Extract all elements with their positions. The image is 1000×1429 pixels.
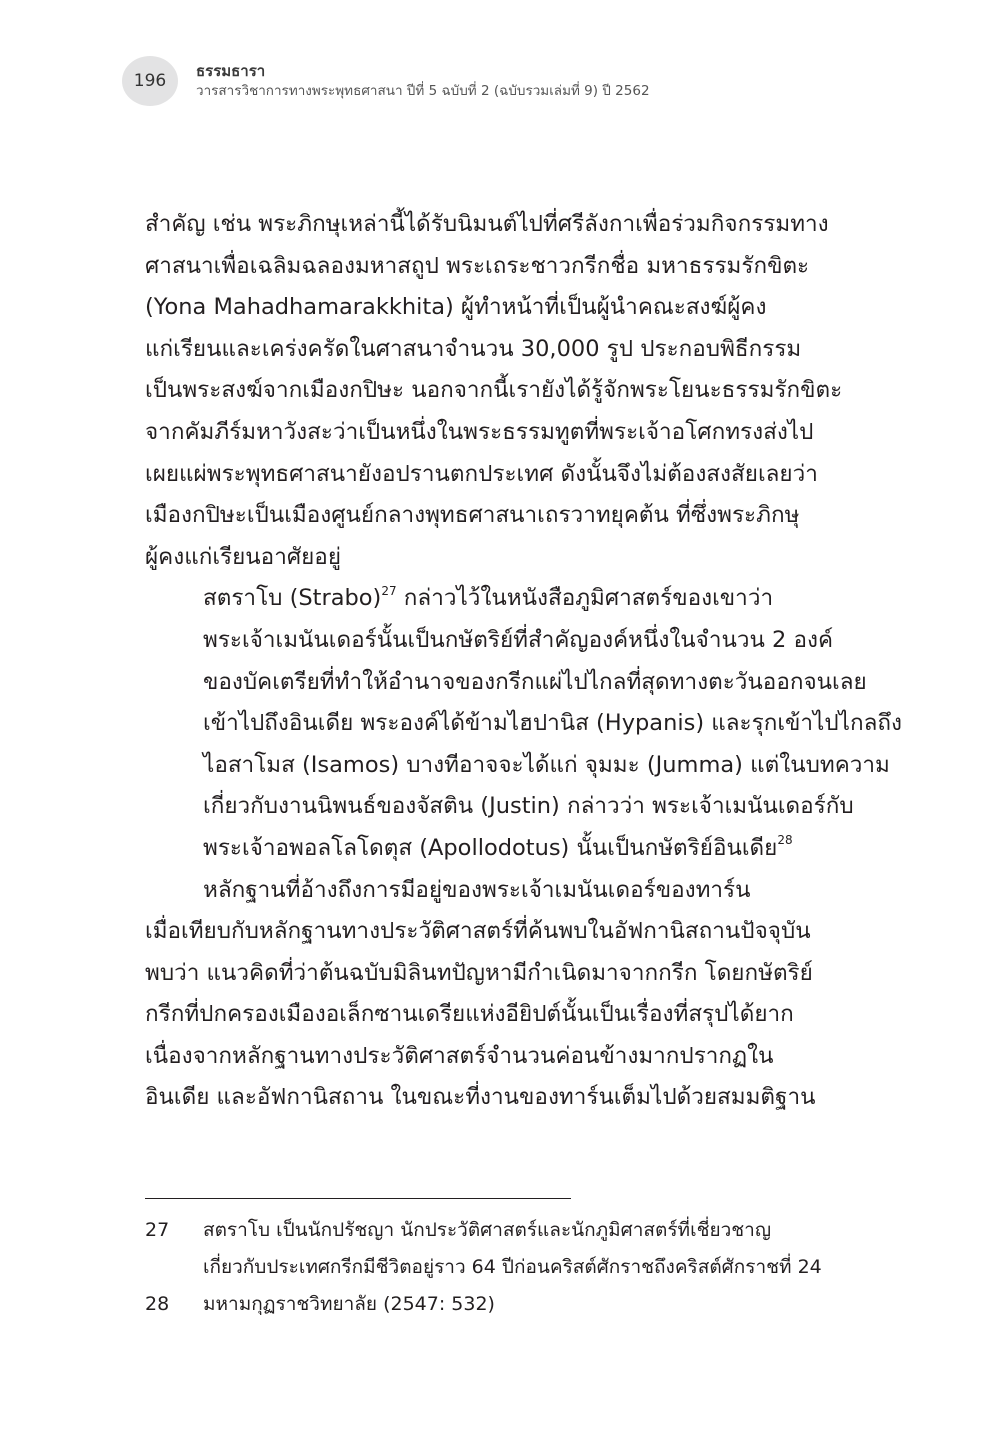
text-segment: สตราโบ (Strabo) <box>203 585 382 612</box>
footnote-line: สตราโบ เป็นนักปรัชญา นักประวัติศาสตร์และนักภูมิศาสตร์ที่เชี่ยวชาญ <box>203 1219 772 1241</box>
text-line: ไอสาโมส (Isamos) บางทีอาจจะได้แก่ จุมมะ (Jumma) แต่ในบทความ <box>203 751 890 778</box>
page-number: 196 <box>133 71 167 91</box>
journal-name: ธรรมธารา <box>196 62 266 80</box>
footnote-text <box>203 1286 845 1323</box>
text-line: ผู้คงแก่เรียนอาศัยอยู่ <box>145 543 341 570</box>
footnote-27 <box>145 1212 845 1286</box>
text-line: เป็นพระสงฆ์จากเมืองกปิษะ นอกจากนี้เรายังได้รู้จักพระโยนะธรรมรักขิตะ <box>145 377 843 404</box>
text-line: เนื่องจากหลักฐานทางประวัติศาสตร์จำนวนค่อนข้างมากปรากฏใน <box>145 1042 774 1069</box>
text-line: พระเจ้าเมนันเดอร์นั้นเป็นกษัตริย์ที่สำคัญองค์หนึ่งในจำนวน 2 องค์ <box>203 626 834 653</box>
footnote-text <box>203 1212 845 1286</box>
page-number-badge <box>122 56 178 106</box>
footnote-line: มหามกุฏราชวิทยาลัย (2547: 532) <box>203 1293 495 1315</box>
running-header <box>196 62 650 100</box>
text-line: (Yona Mahadhamarakkhita) ผู้ทำหน้าที่เป็นผู้นำคณะสงฆ์ผู้คง <box>145 294 767 321</box>
text-line: ของบัคเตรียที่ทำให้อำนาจของกรีกแผ่ไปไกลที่สุดทางตะวันออกจนเลย <box>203 668 867 695</box>
footnote-ref-27[interactable]: 27 <box>381 583 397 598</box>
text-line: พบว่า แนวคิดที่ว่าต้นฉบับมิลินทปัญหามีกำเนิดมาจากกรีก โดยกษัตริย์ <box>145 959 813 986</box>
text-line <box>145 828 835 870</box>
paragraph-3 <box>145 870 835 1120</box>
text-segment: พระเจ้าอพอลโลโดตุส (Apollodotus) นั้นเป็นกษัตริย์อินเดีย <box>203 834 778 861</box>
footnote-line: เกี่ยวกับประเทศกรีกมีชีวิตอยู่ราว 64 ปีก่อนคริสต์ศักราชถึงคริสต์ศักราชที่ 24 <box>203 1256 822 1278</box>
text-line: เมืองกปิษะเป็นเมืองศูนย์กลางพุทธศาสนาเถรวาทยุคต้น ที่ซึ่งพระภิกษุ <box>145 502 800 529</box>
text-line <box>145 578 835 620</box>
footnote-number: 28 <box>145 1293 170 1315</box>
text-line: สำคัญ เช่น พระภิกษุเหล่านี้ได้รับนิมนต์ไปที่ศรีลังกาเพื่อร่วมกิจกรรมทาง <box>145 211 829 237</box>
text-line: เมื่อเทียบกับหลักฐานทางประวัติศาสตร์ที่ค้นพบในอัฟกานิสถานปัจจุบัน <box>145 918 811 945</box>
text-line: กรีกที่ปกครองเมืองอเล็กซานเดรียแห่งอียิปต์นั้นเป็นเรื่องที่สรุปได้ยาก <box>145 1001 794 1028</box>
footnote-number: 27 <box>145 1219 170 1241</box>
text-line: หลักฐานที่อ้างถึงการมีอยู่ของพระเจ้าเมนันเดอร์ของทาร์น <box>203 876 751 903</box>
footnotes <box>145 1212 845 1323</box>
text-line: เกี่ยวกับงานนิพนธ์ของจัสติน (Justin) กล่าวว่า พระเจ้าเมนันเดอร์กับ <box>203 793 854 820</box>
text-line: จากคัมภีร์มหาวังสะว่าเป็นหนึ่งในพระธรรมทูตที่พระเจ้าอโศกทรงส่งไป <box>145 418 814 445</box>
text-line: แก่เรียนและเคร่งครัดในศาสนาจำนวน 30,000 รูป ประกอบพิธีกรรม <box>145 335 802 362</box>
text-line: อินเดีย และอัฟกานิสถาน ในขณะที่งานของทาร์นเต็มไปด้วยสมมติฐาน <box>145 1084 816 1111</box>
journal-issue: วารสารวิชาการทางพระพุทธศาสนา ปีที่ 5 ฉบับที่ 2 (ฉบับรวมเล่มที่ 9) ปี 2562 <box>196 82 650 99</box>
text-line: ศาสนาเพื่อเฉลิมฉลองมหาสถูป พระเถระชาวกรีกชื่อ มหาธรรมรักขิตะ <box>145 252 810 279</box>
text-segment: กล่าวไว้ในหนังสือภูมิศาสตร์ของเขาว่า <box>396 585 774 612</box>
main-text <box>145 204 902 1119</box>
footnote-ref-28[interactable]: 28 <box>777 833 793 848</box>
paragraph-1 <box>145 204 843 578</box>
paragraph-2 <box>145 578 902 869</box>
footnote-divider <box>145 1198 571 1199</box>
footnote-28 <box>145 1286 845 1323</box>
text-line: เข้าไปถึงอินเดีย พระองค์ได้ข้ามไฮปานิส (Hypanis) และรุกเข้าไปไกลถึง <box>203 710 902 737</box>
text-line: เผยแผ่พระพุทธศาสนายังอปรานตกประเทศ ดังนั้นจึงไม่ต้องสงสัยเลยว่า <box>145 460 818 487</box>
